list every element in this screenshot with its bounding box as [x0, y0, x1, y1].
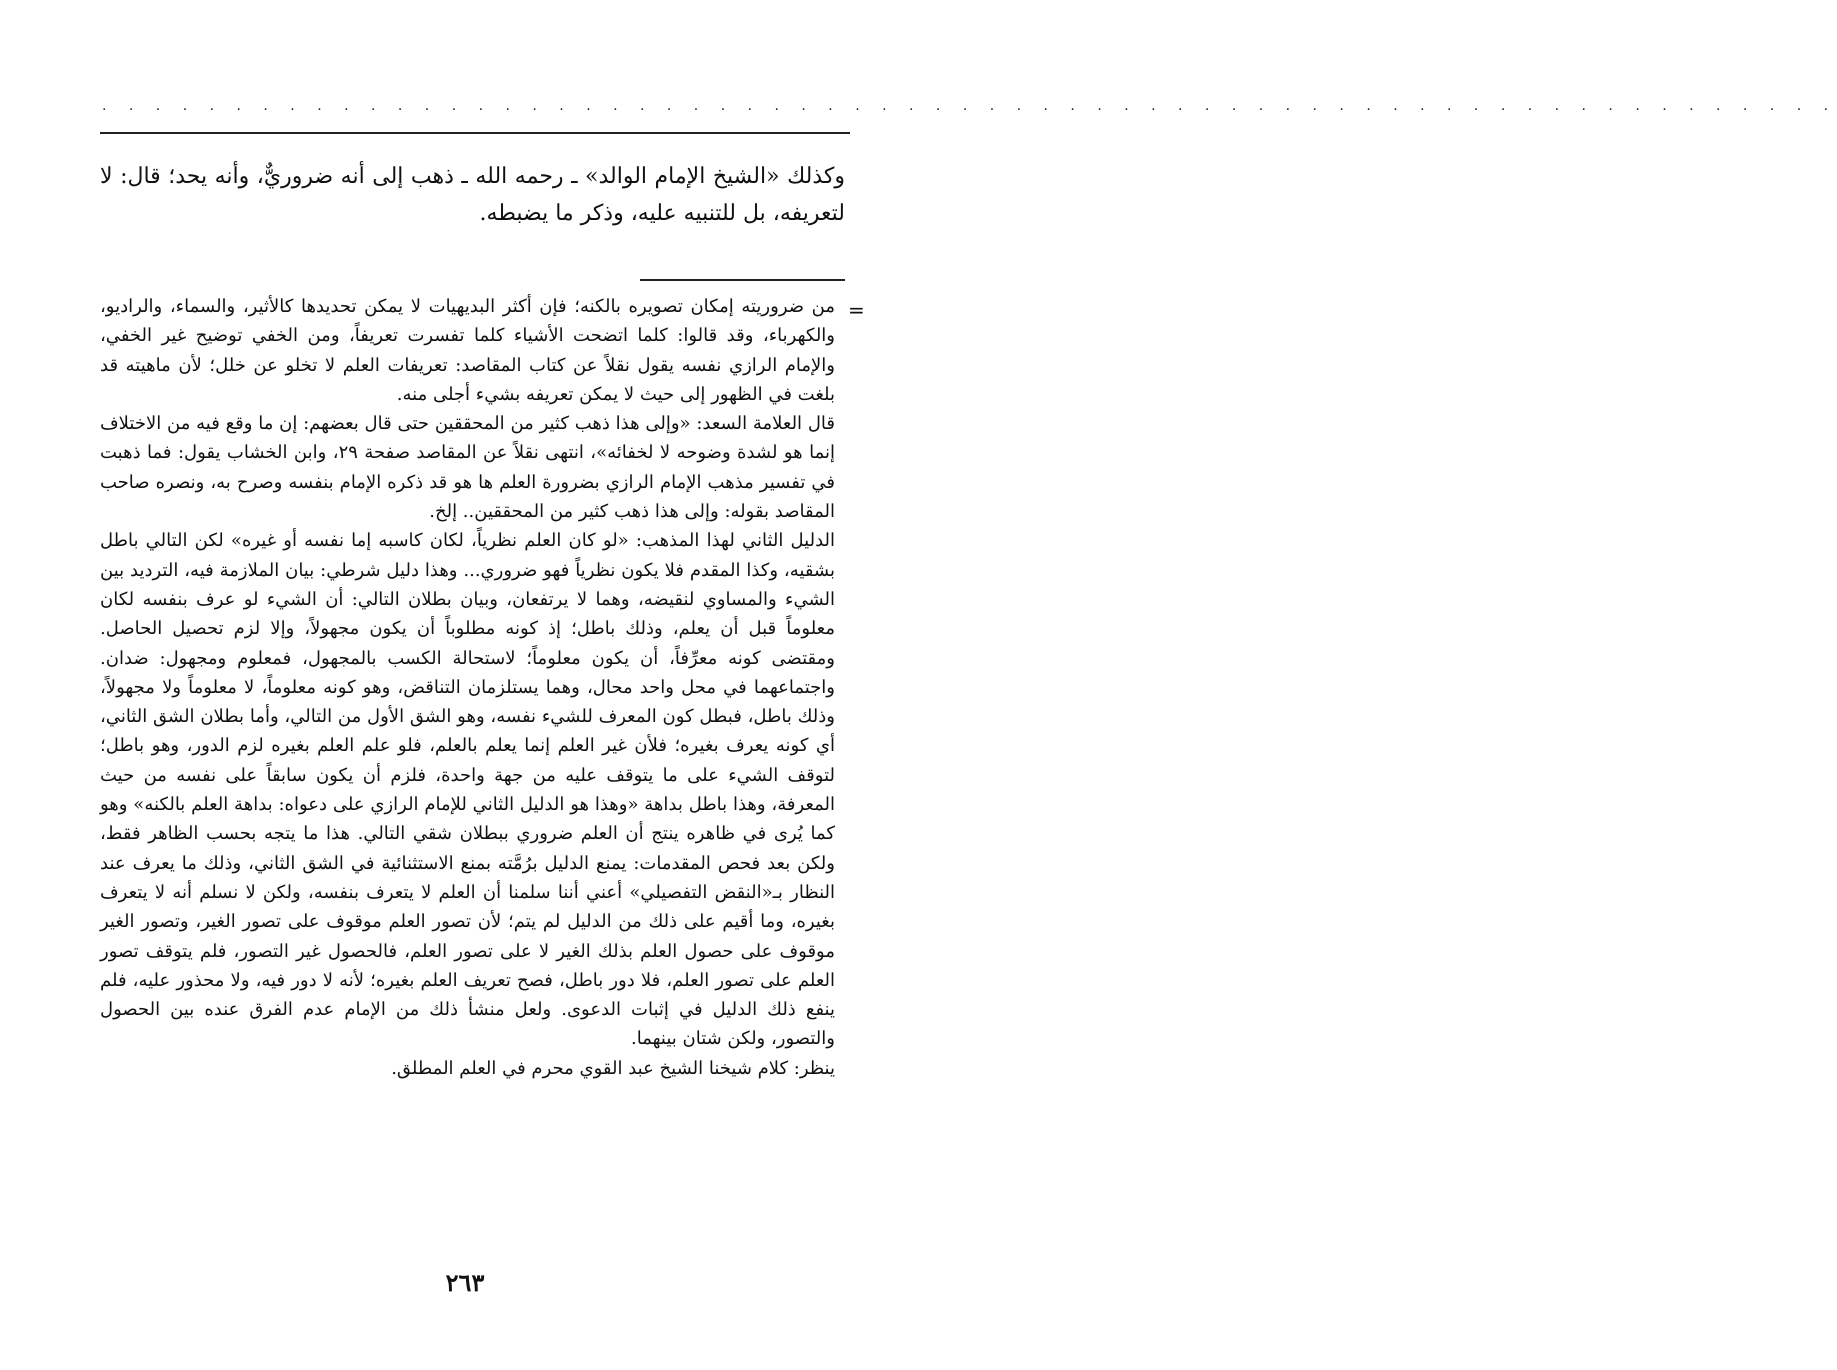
footnote-continuation-marker: = [848, 298, 865, 322]
header-dotted-line: . . . . . . . . . . . . . . . . . . . . . . . . . . . . . . . . . . . . . . . . . . . . . . . . . . . . . . . . . . . . . . . . . [102, 98, 1837, 114]
footnote-paragraph: الدليل الثاني لهذا المذهب: «لو كان العلم نظرياً، لكان كاسبه إما نفسه أو غيره» لكن التالي باطل بشقيه، وكذا المقدم فلا يكون نظرياً فهو ضروري... وهذا دليل شرطي: بيان الملازمة فيه، الترديد بين الشيء والمساوي لنقيضه، وهما لا يرتفعان، وبيان بطلان التالي: أن الشيء لو عرف بنفسه لكان معلوماً قبل أن يعلم، وذلك باطل؛ إذ كونه مطلوباً أن يكون مجهولاً، وإلا لزم تحصيل الحاصل. ومقتضى كونه معرِّفاً، أن يكون معلوماً؛ لاستحالة الكسب بالمجهول، فمعلوم ومجهول: ضدان. واجتماعهما في محل واحد محال، وهما يستلزمان التناقض، وهو كونه معلوماً، لا معلوماً ولا مجهولاً، وذلك باطل، فبطل كون المعرف للشيء نفسه، وهو الشق الأول من التالي، وأما بطلان الشق الثاني، أي كونه يعرف بغيره؛ فلأن غير العلم إنما يعلم بالعلم، فلو علم العلم بغيره لزم الدور، وهو باطل؛ لتوقف الشيء على ما يتوقف عليه من جهة واحدة، فلزم أن يكون سابقاً على نفسه من حيث المعرفة، وهذا باطل بداهة «وهذا هو الدليل الثاني للإمام الرازي على دعواه: بداهة العلم بالكنه» وهو كما يُرى في ظاهره ينتج أن العلم ضروري ببطلان شقي التالي. هذا ما يتجه بحسب الظاهر فقط، ولكن بعد فحص المقدمات: يمنع الدليل برُمَّته بمنع الاستثنائية في الشق الثاني، وذلك ما يعرف عند النظار بـ«النقض التفصيلي» أعني أننا سلمنا أن العلم لا يتعرف بنفسه، ولكن لا نسلم أنه لا يتعرف بغيره، وما أقيم على ذلك من الدليل لم يتم؛ لأن تصور العلم موقوف على تصور الغير، وتصور الغير موقوف على حصول العلم بذلك الغير لا على تصور العلم، فالحصول غير التصور، فلم يتوقف تصور العلم على تصور العلم، فلا دور باطل، فصح تعريف العلم بغيره؛ لأنه لا دور فيه، ولا محذور عليه، فلم ينفع ذلك الدليل في إثبات الدعوى. ولعل منشأ ذلك من الإمام عدم الفرق عنده بين الحصول والتصور، ولكن شتان بينهما. [100, 530, 835, 1050]
main-text [100, 158, 845, 232]
footnote-block [100, 292, 835, 1083]
header-rule [100, 132, 850, 134]
main-paragraph: وكذلك «الشيخ الإمام الوالد» ـ رحمه الله ـ ذهب إلى أنه ضروريٌّ، وأنه يحد؛ قال: لا لتعريفه، بل للتنبيه عليه، وذكر ما يضبطه. [100, 164, 845, 226]
page-number: ٢٦٣ [445, 1268, 485, 1297]
footnote-separator [640, 279, 845, 281]
footnote-paragraph: ينظر: كلام شيخنا الشيخ عبد القوي محرم في العلم المطلق. [391, 1057, 835, 1079]
footnote-paragraph: قال العلامة السعد: «وإلى هذا ذهب كثير من المحققين حتى قال بعضهم: إن ما وقع فيه من الاختلاف إنما هو لشدة وضوحه لا لخفائه»، انتهى نقلاً عن المقاصد صفحة ٢٩، وابن الخشاب يقول: فما ذهبت في تفسير مذهب الإمام الرازي بضرورة العلم ها هو قد ذكره الإمام بنفسه وصرح به، ونصره صاحب المقاصد بقوله: وإلى هذا ذهب كثير من المحققين.. إلخ. [100, 413, 835, 523]
footnote-paragraph: من ضروريته إمكان تصويره بالكنه؛ فإن أكثر البديهيات لا يمكن تحديدها كالأثير، والسماء، والراديو، والكهرباء، وقد قالوا: كلما اتضحت الأشياء كلما تفسرت تعريفاً، ومن الخفي توضيح غير الخفي، والإمام الرازي نفسه يقول نقلاً عن كتاب المقاصد: تعريفات العلم لا تخلو عن خلل؛ لأن ماهيته قد بلغت في الظهور إلى حيث لا يمكن تعريفه بشيء أجلى منه. [100, 296, 835, 405]
